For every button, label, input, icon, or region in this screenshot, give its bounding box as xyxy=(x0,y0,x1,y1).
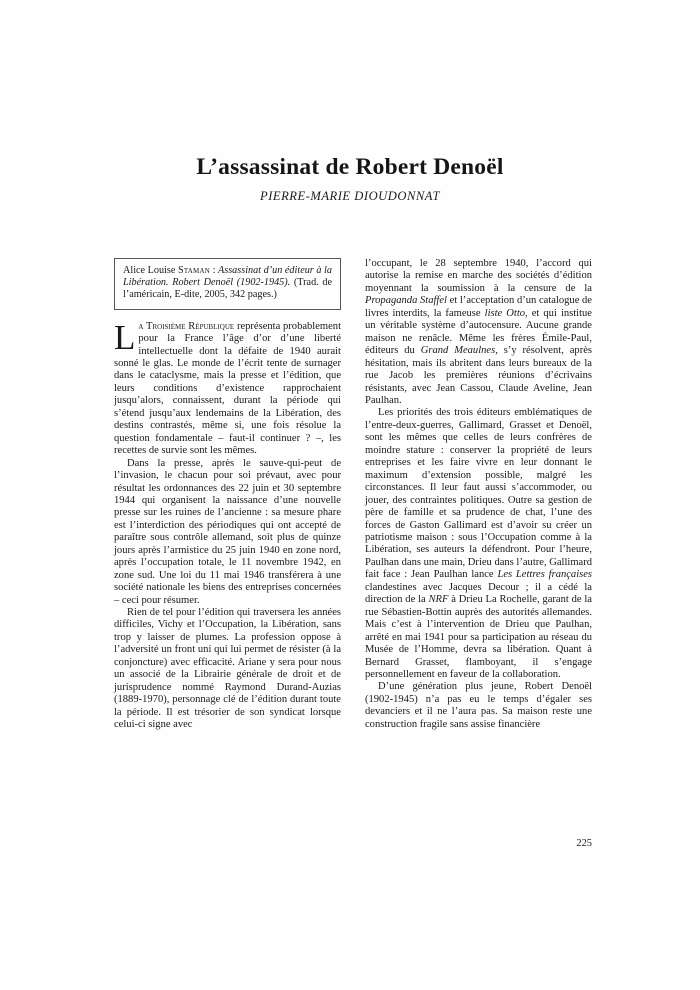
reference-imprint: (Trad. de l’américain, E-dite, 2005, 342 pages.) xyxy=(123,277,332,301)
author-byline: PIERRE-MARIE DIOUDONNAT xyxy=(260,189,440,203)
column-left xyxy=(114,258,341,732)
paragraph-right-1 xyxy=(365,258,592,407)
page-title: L’assassinat de Robert Denoël xyxy=(196,153,504,180)
reference-work-title: Assassinat d’un éditeur à la Libération. Robert Denoël (1902-1945). xyxy=(123,265,332,289)
paragraph-right-2-c: à Drieu La Rochelle, garant de la rue Sébastien-Bottin auprès des autorités allemandes. Mais c’est à l’intervention de Drieu que Paulhan, arrêté en mai 1941 pour sa participation au réseau du Musée de l’Homme, devra sa libération. Quant à Bernard Grasset, flamboyant, il s’engage personnellement en faveur de la collaboration. xyxy=(365,594,592,680)
reference-box xyxy=(114,258,341,310)
paragraph-right-1-a: l’occupant, le 28 septembre 1940, l’accord qui autorise la remise en marche des sociétés d’édition moyennant la soumission à la censure de la xyxy=(365,258,592,294)
paragraph-right-2-a: Les priorités des trois éditeurs emblématiques de l’entre-deux-guerres, Gallimard, Grasset et Denoël, sont les mêmes que celles de leurs confrères de moindre stature : conserver la propriété de leurs entreprises et les faire vivre en leur donnant le maximum d’extension possible, malgré les circonstances. Il leur faut aussi s’accommoder, ou jouer, des contraintes politiques. Outre sa gestion de père de famille et sa prudence de chat, l’une des forces de Gaston Gallimard est d’avoir su créer un patriotisme maison : sous l’Occupation comme à la Libération, ses auteurs la défendront. Pour l’heure, Paulhan dans une main, Drieu dans l’autre, Gallimard fait face : Jean Paulhan lance xyxy=(365,407,592,581)
paragraph-right-2 xyxy=(365,407,592,681)
page-number: 225 xyxy=(576,838,592,849)
paragraph-lead-smallcaps: a Troisième République xyxy=(138,320,235,332)
title-liste-otto: liste Otto xyxy=(484,307,526,319)
reference-separator: : xyxy=(209,265,219,276)
paragraph-left-2: Dans la presse, après le sauve-qui-peut de l’invasion, le chacun pour soi prévaut, avec pour résultat les ordonnances des 22 juin et 30 septembre 1944 qui organisent la naissance d’une nouvelle presse sur les ruines de l’ancienne : sa mesure phare est l’interdiction des périodiques qui ont accepté de paraître sous contrôle allemand, soit plus de quinze jours après l’armistice du 25 juin 1940 en zone nord, après l’occupation totale, le 11 novembre 1942, en zone sud. Une loi du 11 mai 1946 transférera à une société nationale les biens des entreprises concernées – ceci pour résumer. xyxy=(114,457,341,606)
title-propaganda-staffel: Propaganda Staffel xyxy=(365,295,447,307)
title-nrf: NRF xyxy=(428,594,449,606)
reference-author-last: Staman xyxy=(178,265,210,276)
paragraph-right-3: D’une génération plus jeune, Robert Denoël (1902-1945) n’a pas eu le temps d’égaler ses devanciers et il ne l’aura pas. Sa maison reste une construction fragile sans assise financière xyxy=(365,681,592,730)
paragraph-left-1 xyxy=(114,317,342,458)
title-grand-meaulnes: Grand Meaulnes xyxy=(420,345,496,357)
title-les-lettres-francaises: Les Lettres françaises xyxy=(497,569,593,581)
drop-cap-letter: L xyxy=(114,317,136,357)
paragraph-right-1-d: , s’y résolvent, après hésitation, mais ils abritent dans leurs bureaux de la rue Jacob les premières réunions d’écrivains résistants, avec Jean Cassou, Claude Aveline, Jean Paulhan. xyxy=(365,345,592,406)
paragraph-right-1-b: et l’acceptation d’un catalogue de livres interdits, la fameuse xyxy=(365,295,592,319)
article-body xyxy=(114,258,592,833)
reference-author-first: Alice Louise xyxy=(123,265,178,276)
column-right xyxy=(365,258,592,731)
paragraph-right-1-c: , et qui institue un véritable système d’autocensure. Aucune grande maison ne renâcle. Même les frères Émile-Paul, éditeurs du xyxy=(365,307,592,357)
paragraph-left-3: Rien de tel pour l’édition qui traversera les années difficiles, Vichy et l’Occupation, la Libération, sans trop y laisser de plumes. La profession oppose à l’adversité un front uni qui lui permet de résister (à la conjoncture) avec efficacité. Ariane y sera pour nous un associé de la Librairie générale de droit et de jurisprudence nommé Raymond Durand-Auzias (1889-1970), personnage clé de l’édition durant toute la période. Il est trésorier de son syndicat lorsque celui-ci signe avec xyxy=(114,607,341,731)
paragraph-left-1-body: représenta probablement pour la France l’âge d’or d’une liberté intellectuelle dont la défaite de 1940 aurait sonné le glas. Le monde de l’écrit tente de surnager dans le cataclysme, mais la presse et l’édition, que leurs conditions d’existence rapprochaient jusqu’alors, connaissent, durant la période qui s’étend jusqu’aux lendemains de la Libération, des destins contrastés, même si, une fois résolue la question fondamentale – faut-il continuer ? –, les recettes de survie sont les mêmes. xyxy=(114,320,342,457)
paragraph-right-2-b: clandestines avec Jacques Decour ; il a cédé la direction de la xyxy=(365,581,592,606)
